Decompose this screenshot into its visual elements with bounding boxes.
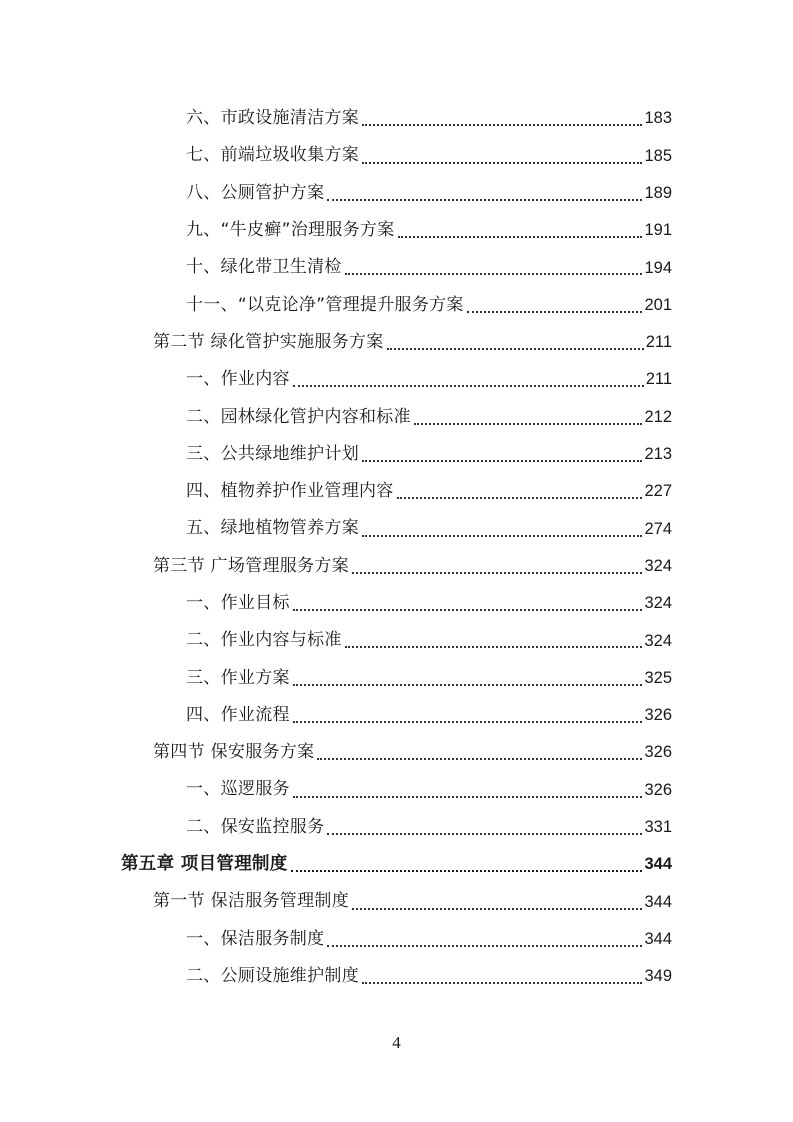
toc-entry-title: 一、作业目标 xyxy=(186,593,290,613)
toc-entry-page: 324 xyxy=(644,594,672,613)
toc-entry-page: 183 xyxy=(644,109,672,128)
toc-entry-title: 一、巡逻服务 xyxy=(186,779,290,800)
toc-entry-page: 213 xyxy=(644,445,672,464)
toc-entry[interactable] xyxy=(0,958,793,995)
toc-entry[interactable] xyxy=(0,473,793,510)
toc-entry-page: 326 xyxy=(644,706,672,725)
toc-entry-page: 349 xyxy=(644,967,672,986)
page-number: 4 xyxy=(392,1033,401,1052)
toc-entry-title: 七、前端垃圾收集方案 xyxy=(186,145,359,166)
toc-entry-page: 212 xyxy=(644,407,672,426)
dot-leader xyxy=(362,161,642,164)
toc-chapter-entry[interactable] xyxy=(0,846,793,883)
toc-entry-page: 189 xyxy=(644,183,672,202)
dot-leader xyxy=(345,272,643,275)
toc-entry-title: 六、市政设施清洁方案 xyxy=(186,108,359,129)
toc-entry-page: 344 xyxy=(644,855,672,874)
toc-entry[interactable] xyxy=(0,921,793,958)
dot-leader xyxy=(327,944,642,947)
toc-entry[interactable] xyxy=(0,137,793,174)
toc-entry-page: 326 xyxy=(644,780,672,799)
toc-entry[interactable] xyxy=(0,510,793,547)
dot-leader xyxy=(327,832,642,835)
toc-section-entry[interactable] xyxy=(0,883,793,920)
toc-entry[interactable] xyxy=(0,175,793,212)
toc-entry-title: 第四节 保安服务方案 xyxy=(153,742,315,763)
toc-entry-page: 191 xyxy=(644,221,672,240)
toc-entry[interactable] xyxy=(0,212,793,249)
toc-entry[interactable] xyxy=(0,249,793,286)
toc-entry-page: 227 xyxy=(644,482,672,501)
toc-entry[interactable] xyxy=(0,809,793,846)
toc-entry-title: 二、保安监控服务 xyxy=(186,816,325,837)
dot-leader xyxy=(467,310,643,313)
toc-entry[interactable] xyxy=(0,398,793,435)
dot-leader xyxy=(293,683,643,686)
dot-leader xyxy=(397,496,643,499)
toc-entry[interactable] xyxy=(0,585,793,622)
dot-leader xyxy=(327,198,642,201)
dot-leader xyxy=(414,422,643,425)
toc-entry-page: 211 xyxy=(645,370,672,389)
toc-entry-title: 十、绿化带卫生清检 xyxy=(186,257,342,278)
toc-entry[interactable] xyxy=(0,659,793,696)
toc-entry-page: 185 xyxy=(644,146,672,165)
toc-entry-page: 274 xyxy=(644,519,672,538)
toc-entry-title: 十一、“以克论净”管理提升服务方案 xyxy=(186,294,464,315)
toc-entry-title: 二、作业内容与标准 xyxy=(186,630,342,651)
toc-entry-title: 第三节 广场管理服务方案 xyxy=(153,555,350,576)
toc-entry-title: 第五章 项目管理制度 xyxy=(121,853,288,874)
toc-entry[interactable] xyxy=(0,100,793,137)
dot-leader xyxy=(387,347,644,350)
dot-leader xyxy=(362,123,642,126)
toc-entry-page: 344 xyxy=(644,892,672,911)
toc-entry-title: 第二节 绿化管护实施服务方案 xyxy=(153,331,384,352)
toc-section-entry[interactable] xyxy=(0,734,793,771)
dot-leader xyxy=(317,757,642,760)
toc-entry[interactable] xyxy=(0,697,793,734)
dot-leader xyxy=(362,459,642,462)
toc-entry-page: 331 xyxy=(644,818,672,837)
toc-entry-title: 一、保洁服务制度 xyxy=(186,928,325,949)
toc-section-entry[interactable] xyxy=(0,548,793,585)
toc-entry-title: 三、作业方案 xyxy=(186,667,290,688)
toc-entry-title: 二、公厕设施维护制度 xyxy=(186,965,359,986)
toc-entry-title: 第一节 保洁服务管理制度 xyxy=(153,891,350,912)
toc-section-entry[interactable] xyxy=(0,324,793,361)
toc-entry[interactable] xyxy=(0,436,793,473)
dot-leader xyxy=(398,235,643,238)
toc-entry-page: 324 xyxy=(644,556,672,575)
dot-leader xyxy=(345,645,643,648)
toc-entry-page: 344 xyxy=(644,929,672,948)
toc-entry-page: 194 xyxy=(644,258,672,277)
dot-leader xyxy=(352,907,642,910)
dot-leader xyxy=(362,981,642,984)
dot-leader xyxy=(293,795,643,798)
toc-entry-title: 三、公共绿地维护计划 xyxy=(186,443,359,464)
toc-entry-title: 四、作业流程 xyxy=(186,704,290,725)
toc-entry[interactable] xyxy=(0,286,793,323)
toc-entry-title: 五、绿地植物管养方案 xyxy=(186,518,359,539)
dot-leader xyxy=(352,571,642,574)
toc-entry-page: 324 xyxy=(644,631,672,650)
toc-entry-page: 325 xyxy=(644,668,672,687)
toc-entry-title: 八、公厕管护方案 xyxy=(186,182,325,203)
toc-entry-page: 201 xyxy=(644,295,672,314)
toc-entry-page: 211 xyxy=(645,333,672,352)
toc-entry-page: 326 xyxy=(644,743,672,762)
dot-leader xyxy=(293,608,643,611)
toc-entry-title: 九、“牛皮癣”治理服务方案 xyxy=(186,220,395,241)
dot-leader xyxy=(293,720,643,723)
toc-entry-title: 四、植物养护作业管理内容 xyxy=(186,481,394,502)
toc-entry-title: 二、园林绿化管护内容和标准 xyxy=(186,406,411,427)
toc-entry[interactable] xyxy=(0,622,793,659)
toc-entry-title: 一、作业内容 xyxy=(186,369,290,390)
toc-entry[interactable] xyxy=(0,361,793,398)
table-of-contents xyxy=(0,100,793,995)
toc-entry[interactable] xyxy=(0,771,793,808)
dot-leader xyxy=(362,534,642,537)
dot-leader xyxy=(291,869,643,872)
dot-leader xyxy=(293,384,644,387)
